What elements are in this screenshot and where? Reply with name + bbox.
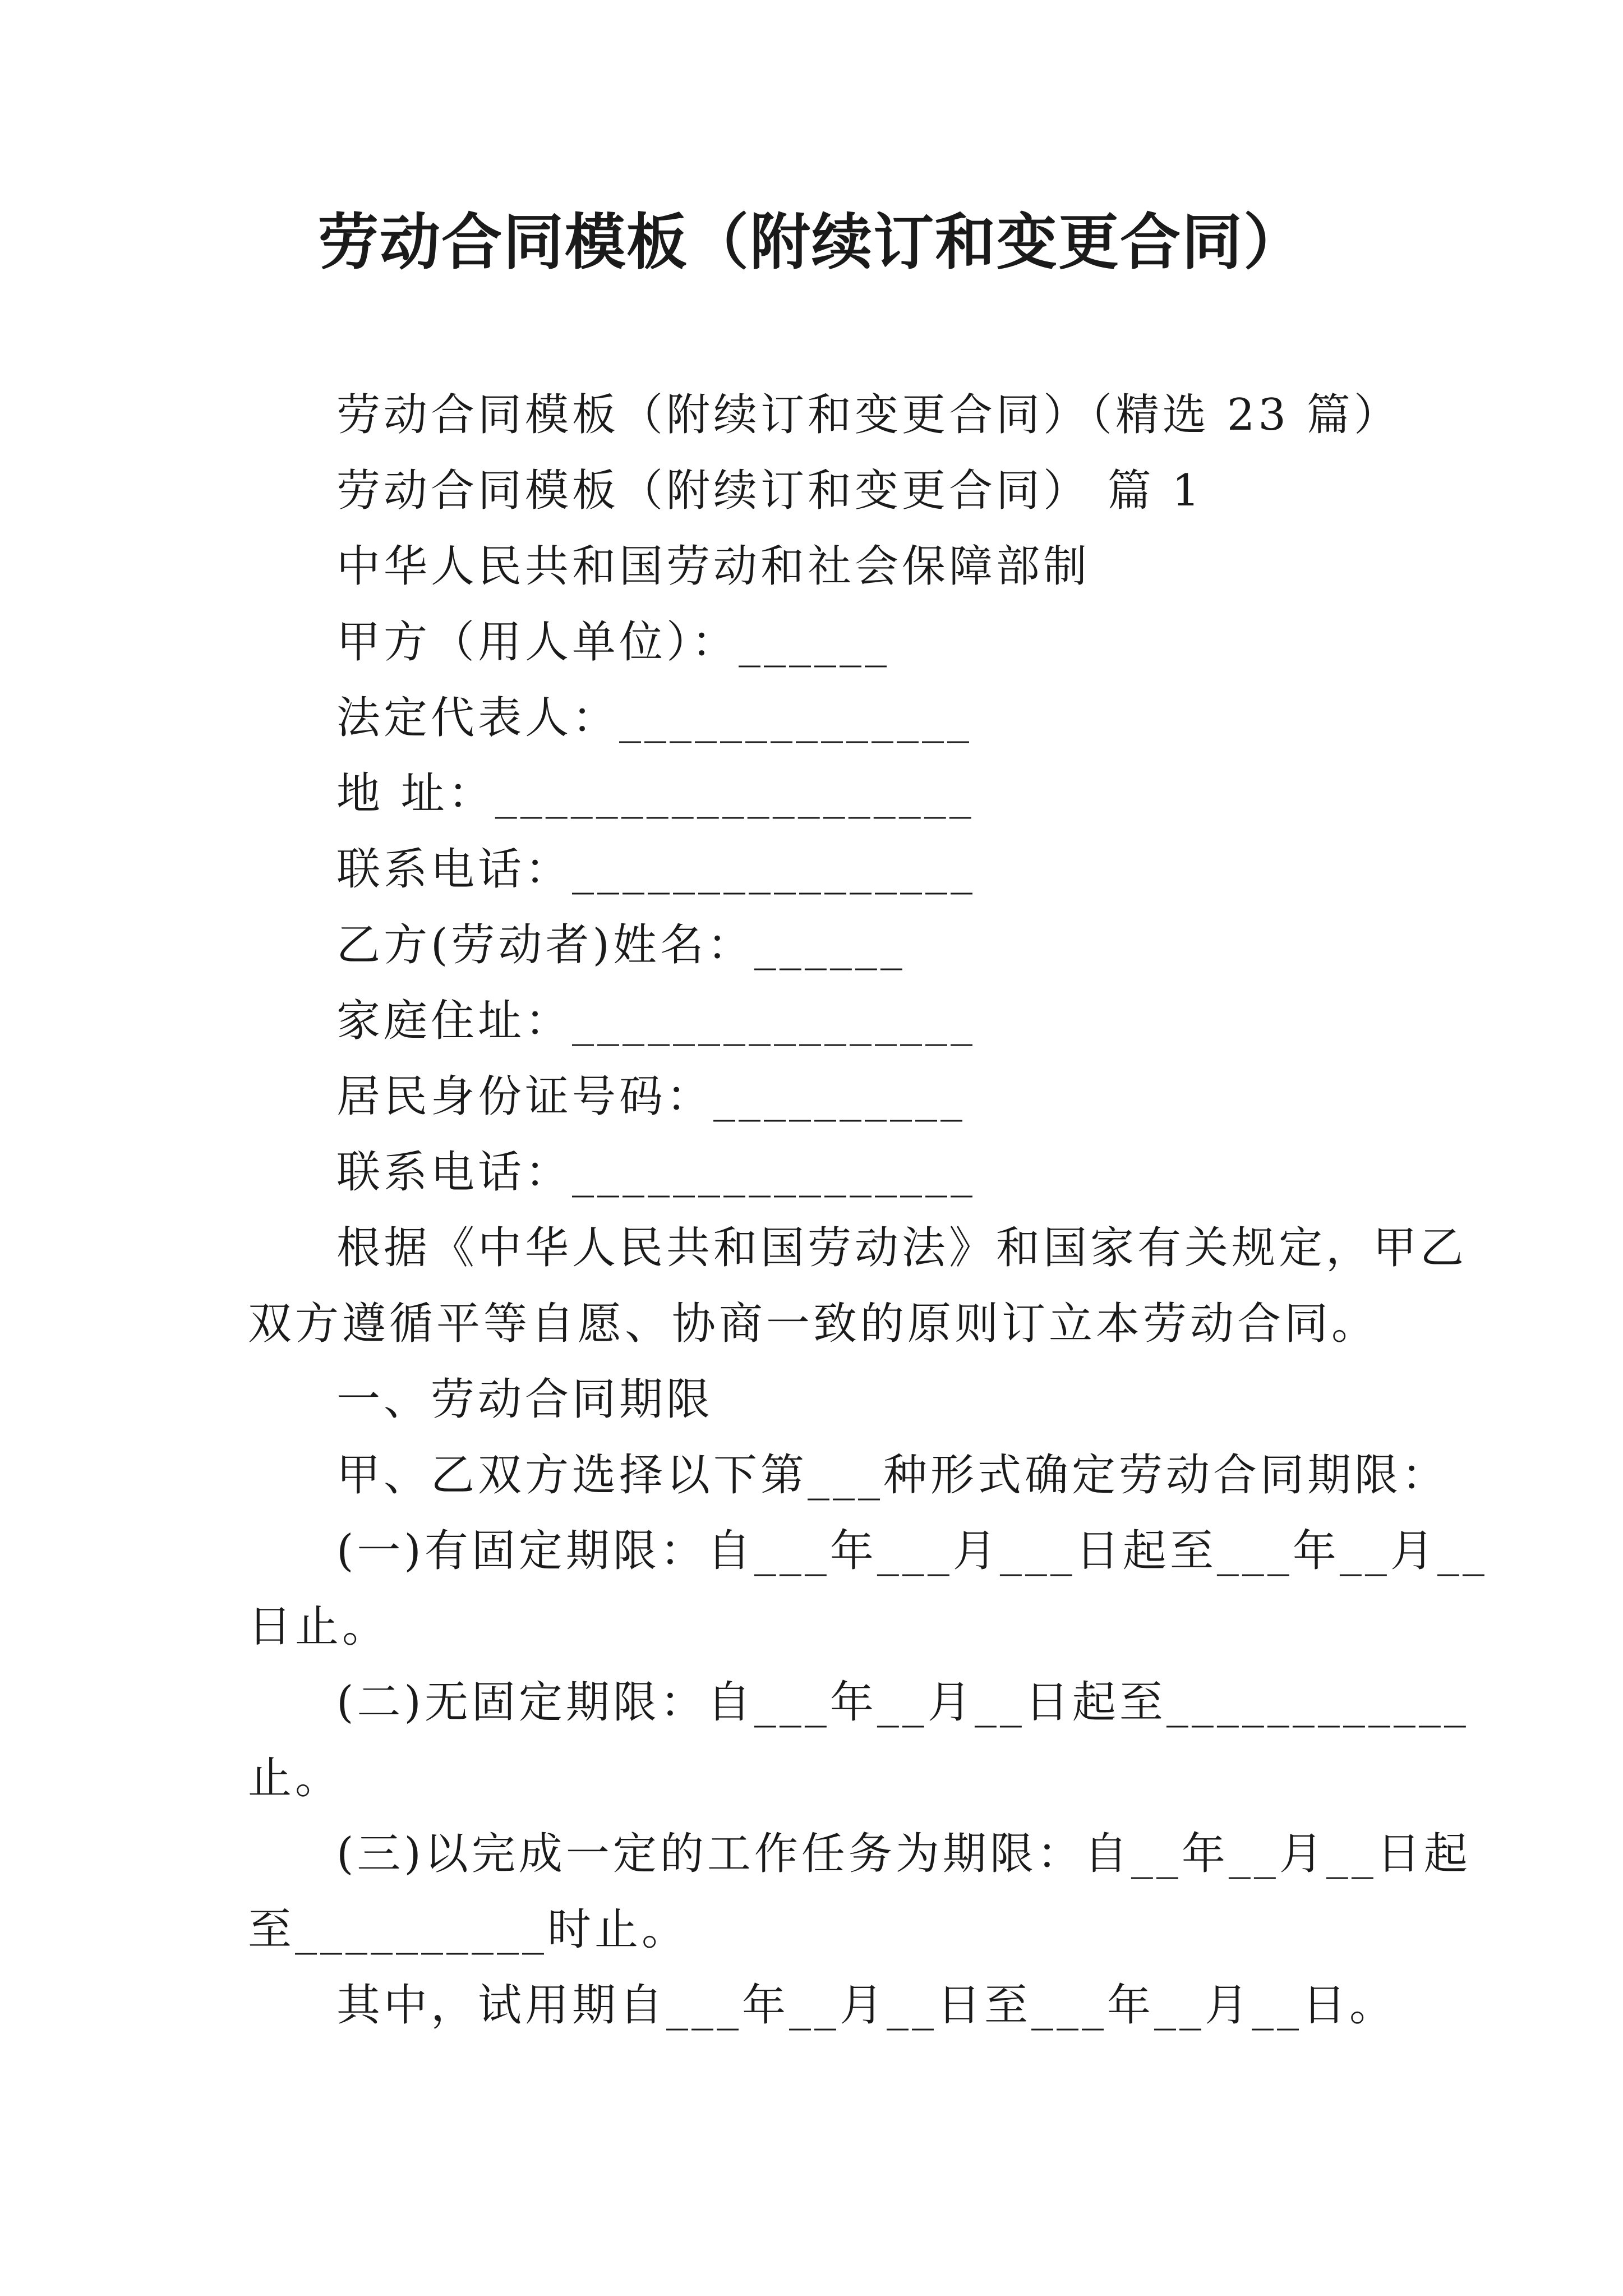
task-term-line-2: 至__________时止。 (248, 1904, 689, 1955)
party-b-name-field: 乙方(劳动者)姓名：______ (336, 920, 906, 970)
legal-representative-field: 法定代表人：______________ (336, 693, 973, 743)
phone-field: 联系电话：________________ (336, 844, 976, 895)
probation-line: 其中，试用期自___年__月__日至___年__月__日。 (336, 1980, 1397, 2031)
home-address-field: 家庭住址：________________ (336, 996, 976, 1046)
address-field: 地 址：___________________ (336, 769, 975, 819)
id-number-field: 居民身份证号码：__________ (336, 1071, 966, 1122)
open-term-line-2: 止。 (248, 1753, 343, 1803)
open-term-line-1: (二)无固定期限：自___年__月__日起至____________ (336, 1677, 1469, 1728)
preamble-line-2: 双方遵循平等自愿、协商一致的原则订立本劳动合同。 (248, 1299, 1379, 1349)
fixed-term-line-1: (一)有固定期限：自___年___月___日起至___年__月__ (336, 1526, 1488, 1576)
preamble-line-1: 根据《中华人民共和国劳动法》和国家有关规定，甲乙 (336, 1223, 1468, 1273)
fixed-term-line-2: 日止。 (248, 1602, 390, 1652)
clause-heading: 一、劳动合同期限 (336, 1374, 714, 1425)
document-title: 劳动合同模板（附续订和变更合同） (317, 207, 1305, 278)
subtitle-line: 劳动合同模板（附续订和变更合同）（精选 23 篇） (336, 390, 1401, 440)
party-a-employer-field: 甲方（用人单位）：______ (336, 617, 891, 668)
task-term-line-1: (三)以完成一定的工作任务为期限：自__年__月__日起 (336, 1829, 1471, 1879)
phone-field-b: 联系电话：________________ (336, 1147, 976, 1198)
term-choice-line: 甲、乙双方选择以下第___种形式确定劳动合同期限： (336, 1450, 1449, 1501)
section-heading-line: 劳动合同模板（附续订和变更合同） 篇 1 (336, 466, 1204, 516)
issuer-line: 中华人民共和国劳动和社会保障部制 (336, 541, 1091, 592)
